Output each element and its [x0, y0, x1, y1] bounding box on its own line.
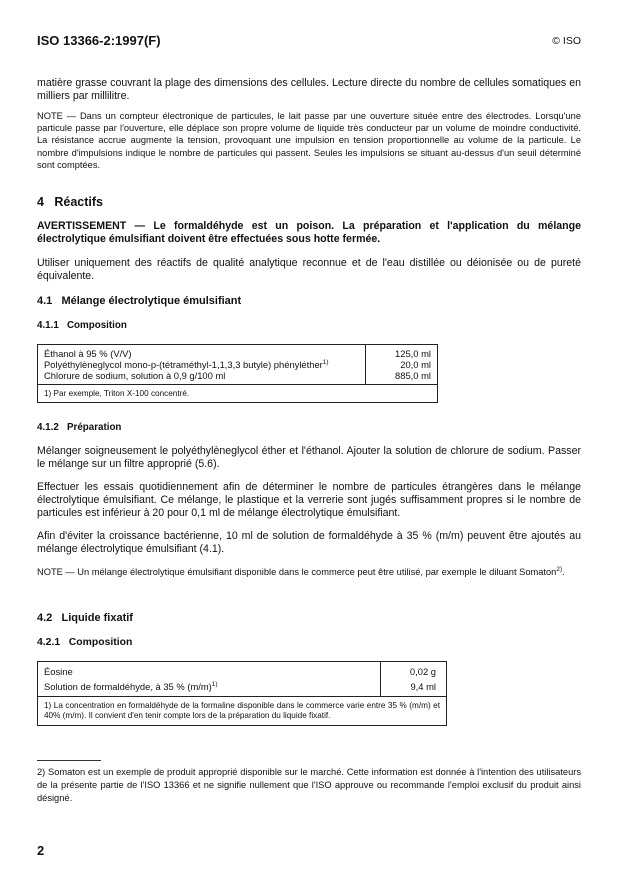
warning-line-1: AVERTISSEMENT — Le formaldéhyde est un poison. La préparation et l'application du mélange — [37, 220, 581, 232]
section-4-2-1-heading — [37, 637, 132, 648]
ingredient-name: Éthanol à 95 % (V/V) — [44, 348, 132, 359]
warning-line-2: électrolytique émulsifiant doivent être effectuées sous hotte fermée. — [37, 233, 381, 245]
preparation-paragraph-2: Effectuer les essais quotidiennement afin de déterminer le nombre de particules étrangères dans le mélange électrolytique émulsifiant. Ce mélange, le plastique et la verrerie sont jugés suffisamment propres si le nombre de particules est inférieur à 20 pour 0,1 ml de mélange électrolytique émulsifiant. — [37, 481, 581, 519]
ingredients-cell — [38, 345, 366, 385]
footnote-separator — [37, 760, 101, 761]
ingredient-row — [44, 359, 359, 370]
ingredient-row — [44, 664, 374, 679]
footnote-2: 2) Somaton est un exemple de produit approprié disponible sur le marché. Cette information est donnée à l'intention des utilisateurs de la présente partie de l'ISO 13366 et ne signifie nullement que l'ISO approuve ou recommande l'emploi exclusif du produit ainsi désigné. — [37, 767, 581, 803]
quantities-cell — [366, 345, 438, 385]
section-title: Mélange électrolytique émulsifiant — [61, 295, 242, 307]
section-title: Réactifs — [54, 195, 104, 209]
section-number: 4.1.1 — [37, 320, 59, 331]
intro-note: NOTE — Dans un compteur électronique de particules, le lait passe par une ouverture située entre des électrodes. Lorsqu'une particule passe par l'ouverture, elle déplace son propre volume de liquide très conducteur par un volume de moindre conductivité. La résistance accrue augmente la tension, provoquant une impulsion en tension proportionnelle au volume de la particule. Le nombre d'impulsions indique le nombre de particules qui passent. Seules les impulsions se situant au-dessus d'un seuil déterminé sont comptées. — [37, 111, 581, 170]
preparation-note — [37, 566, 581, 578]
section-title: Composition — [68, 637, 133, 648]
section-title: Composition — [66, 320, 127, 331]
footnote-ref: 2) — [556, 565, 563, 573]
composition-table-4-2 — [37, 661, 447, 726]
section-title: Liquide fixatif — [61, 612, 133, 624]
composition-table-4-1 — [37, 344, 438, 403]
section-4-1-heading — [37, 295, 241, 307]
footnote-ref: 1) — [211, 680, 218, 688]
quantity: 885,0 ml — [395, 370, 431, 381]
section-number: 4.2.1 — [37, 637, 61, 648]
table-footnote: 1) La concentration en formaldéhyde de la formaline disponible dans le commerce varie entre 35 % (m/m) et 40% (m/m). Il convient d'en tenir compte lors de la préparation du liquide fixatif. — [38, 697, 447, 726]
preparation-paragraph-1: Mélanger soigneusement le polyéthylèneglycol éther et l'éthanol. Ajouter la solution de chlorure de sodium. Passer le mélange sur un filtre approprié (5.6). — [37, 445, 581, 470]
document-id: ISO 13366-2:1997(F) — [37, 33, 161, 48]
page-number: 2 — [37, 843, 45, 858]
section-4-1-2-heading — [37, 422, 121, 433]
ingredient-row — [44, 348, 359, 359]
section-number: 4.2 — [37, 612, 53, 624]
ingredient-name: Solution de formaldéhyde, à 35 % (m/m) — [44, 681, 212, 692]
section-title: Préparation — [66, 422, 122, 433]
ingredients-cell — [38, 662, 381, 697]
copyright-notice: © ISO — [552, 35, 581, 47]
footnote-ref: 1) — [322, 358, 329, 366]
reagents-paragraph: Utiliser uniquement des réactifs de qualité analytique reconnue et de l'eau distillée ou déionisée ou de pureté équivalente. — [37, 257, 581, 282]
ingredient-name: Éosine — [44, 666, 73, 677]
intro-paragraph: matière grasse couvrant la plage des dimensions des cellules. Lecture directe du nombre de cellules somatiques en milliers par millilitre. — [37, 77, 581, 102]
ingredient-name: Polyéthylèneglycol mono-p-(tétraméthyl-1,1,3,3 butyle) phényléther — [44, 359, 323, 370]
quantities-cell — [381, 662, 447, 697]
section-4-heading — [37, 195, 103, 209]
note-end: . — [562, 567, 565, 577]
ingredient-name: Chlorure de sodium, solution à 0,9 g/100 ml — [44, 370, 226, 381]
quantity: 9,4 ml — [410, 681, 436, 692]
section-4-2-heading — [37, 612, 133, 624]
section-number: 4.1 — [37, 295, 53, 307]
ingredient-row — [44, 370, 359, 381]
preparation-paragraph-3: Afin d'éviter la croissance bactérienne, 10 ml de solution de formaldéhyde à 35 % (m/m) peuvent être ajoutés au mélange électrolytique émulsifiant (4.1). — [37, 530, 581, 555]
quantity: 0,02 g — [409, 666, 436, 677]
section-number: 4.1.2 — [37, 422, 59, 433]
section-4-1-1-heading — [37, 320, 127, 331]
table-footnote: 1) Par exemple, Triton X-100 concentré. — [38, 385, 438, 403]
note-text: NOTE — Un mélange électrolytique émulsifiant disponible dans le commerce peut être utilisé, par exemple le diluant Somaton — [37, 567, 557, 577]
quantity: 20,0 ml — [400, 359, 431, 370]
section-number: 4 — [37, 195, 44, 209]
quantity: 125,0 ml — [395, 348, 431, 359]
ingredient-row — [44, 679, 374, 694]
